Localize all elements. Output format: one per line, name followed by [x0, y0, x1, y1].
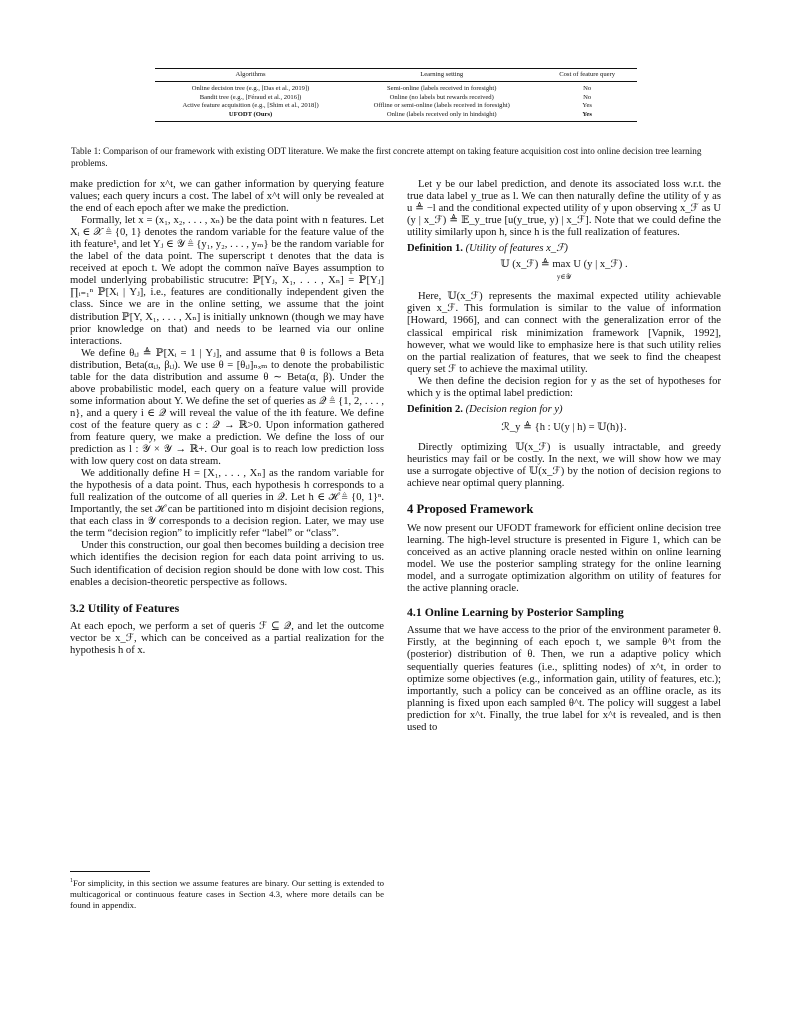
table-header-row: [155, 69, 637, 82]
right-column: [407, 179, 721, 734]
definition-2: [407, 404, 721, 416]
table-header-cell: Learning setting: [420, 71, 464, 78]
footnote-text: For simplicity, in this section we assume features are binary. Our setting is extended to multicagorical or continuous feature cases in Section 4.3, where more details can be found in appendix.: [70, 877, 384, 910]
paragraph: Directly optimizing 𝕌(x_ℱ) is usually intractable, and greedy heuristics may fail or be costly. In the next, we will show how we may use a surrogate objective of 𝕌(x_ℱ) by the notion of decision regions to achieve near optimal query planning.: [407, 441, 721, 490]
definition-title: (Utility of features x_ℱ): [465, 243, 568, 255]
definition-1: [407, 243, 721, 255]
table-cell: Yes: [582, 102, 592, 110]
left-column: [70, 179, 384, 657]
footnote: [70, 876, 384, 911]
equation-2: ℛ_y ≜ {h : U(y | h) = 𝕌(h)}.: [501, 421, 627, 433]
table-row: [155, 111, 637, 122]
section-heading-3-2: 3.2 Utility of Features: [70, 600, 180, 615]
table-cell: Online (no labels but rewards received): [389, 93, 494, 101]
section-heading-4-1: 4.1 Online Learning by Posterior Sampling: [407, 605, 624, 620]
paragraph: make prediction for x^t, we can gather information by querying feature values; each query incurs a cost. The label of x^t will only be revealed at the end of each epoch after we make the prediction.: [70, 179, 384, 215]
table-cell: Active feature acquisition (e.g., [Shim et al., 2018]): [182, 102, 319, 110]
definition-label: Definition 2.: [407, 403, 463, 415]
table-cell: Offline or semi-online (labels received in foresight): [373, 102, 510, 110]
paragraph: We additionally define H = [X₁, . . . , Xₙ] as the random variable for the hypothesis of a data point. Thus, each hypothesis h corresponds to a full realization of the outcome of all queries in 𝒬. Let h ∈ ℋ ≜ {0, 1}ⁿ. Importantly, the set ℋ can be partitioned into m disjoint decision regions, that each class in 𝒴 corresponds to a decision region. Later, we may use the term “decision region” to implicitly refer “label” or “class”.: [70, 468, 384, 540]
paragraph: Let y be our label prediction, and denote its associated loss w.r.t. the true data label y_true as l. We can then naturally define the utility of y as u ≜ −l and the conditional expected utility of y upon observing x_ℱ as U (y | x_ℱ) ≜ 𝔼_y_true [u(y_true, y) | x_ℱ]. Note that we could define the utility similarly upon h, since h is the full realization of features.: [407, 179, 721, 239]
table-cell: Bandit tree (e.g., [Féraud et al., 2016]): [199, 93, 302, 101]
paragraph: Formally, let x = (x₁, x₂, . . . , xₙ) be the data point with n features. Let Xᵢ ∈ 𝒳 ≜ {0, 1} denotes the random variable for the feature value of the ith feature¹, and let Yⱼ ∈ 𝒴 ≜ {y₁, y₂, . . . , yₘ} be the random variable for the label of the data point. The superscript t denotes that the data is received at epoch t. We adopt the common naïve Bayes assumption to model underlying probabilistic strucutre: ℙ[Yⱼ, X₁, . . . , Xₙ] = ℙ[Yⱼ] ∏ᵢ₌₁ⁿ ℙ[Xᵢ | Yⱼ], i.e., features are conditionally independent given the class. Since we are in the online setting, we assume that the joint distribution ℙ[Y, X₁, . . . , Xₙ] is initially unknown (though we may have prior knowledge on that) and needs to be learned via our online interactions.: [70, 215, 384, 347]
footnote-mark: 1: [70, 878, 73, 884]
table-cell: Semi-online (labels received in foresight): [386, 85, 497, 93]
table-cell: No: [583, 93, 592, 101]
paragraph: Assume that we have access to the prior of the environment parameter θ. Firstly, at the beginning of each epoch t, we sample θ^t from the (posterior) distribution of θ. Then, we run a adaptive policy which sequentially queries features (i.e., splitting nodes) of x^t, in order to optimize some objectives (e.g., information gain, utility of features, etc.); importantly, such a policy can be conceived as an offline oracle, as its planning is fixed upon each sampled θ^t. The policy will suggest a label prediction for x^t. Finally, the true label for x^t is revealed, and is then used to: [407, 625, 721, 733]
paragraph: We define θᵢⱼ ≜ ℙ[Xᵢ = 1 | Yⱼ], and assume that θ is follows a Beta distribution, Beta(αᵢⱼ, βᵢⱼ). We use θ = [θᵢⱼ]ₙₓₘ to denote the probabilistic table for the data distribution and assume θ ∼ Beta(α, β). Under the above probabilistic model, each query on a feature value will provide some information about Y. We define the set of queries as 𝒬 ≜ {1, 2, . . . , n}, and a query i ∈ 𝒬 will reveal the value of the ith feature. We define cost of the feature query as c : 𝒬 → ℝ>0. Upon information gathered from feature query, we make a prediction. We define the loss of our prediction as l : 𝒴 × 𝒴 → ℝ+. Our goal is to reach low prediction loss with low query cost on data stream.: [70, 347, 384, 468]
table-row: [155, 82, 637, 94]
table-cell: Online (labels received only in hindsight): [386, 110, 497, 118]
equation-1: 𝕌 (x_ℱ) ≜ max U (y | x_ℱ) .: [500, 259, 628, 271]
table-cell: Online decision tree (e.g., [Das et al., 2019]): [191, 85, 310, 93]
definition-label: Definition 1.: [407, 243, 463, 255]
table-row: [155, 102, 637, 110]
table-cell: No: [583, 85, 592, 93]
paragraph: Here, 𝕌(x_ℱ) represents the maximal expected utility achievable given x_ℱ. This formulation is similar to the value of information [Howard, 1966], and can connect with the generalization error of the classical empirical risk minimization framework [Vapnik, 1992], however, what we would like to emphasize here is that such utility relies on the partial realization of features, that we seek to find the cheapest query set ℱ to achieve the maximal utility.: [407, 291, 721, 375]
paragraph: At each epoch, we perform a set of queris ℱ ⊆ 𝒬, and let the outcome vector be x_ℱ, which can be conceived as a partial realization for the hypothesis h of x.: [70, 620, 384, 656]
definition-title: (Decision region for y): [465, 403, 563, 415]
table-row: [155, 94, 637, 102]
paragraph: Under this construction, our goal then becomes building a decision tree which identifies the decision region for each data point arriving to us. Such identification of decision region should be done with low cost. This enables a decision-theoretic perspective as follows.: [70, 540, 384, 588]
table-cell: UFODT (Ours): [228, 110, 273, 118]
comparison-table: [155, 68, 637, 122]
section-heading-4: 4 Proposed Framework: [407, 502, 534, 517]
table-caption: Table 1: Comparison of our framework with existing ODT literature. We make the first concrete attempt on taking feature acquisition cost into online decision tree learning problems.: [71, 146, 702, 168]
paragraph: We now present our UFODT framework for efficient online decision tree learning. The high-level structure is presented in Figure 1, which can be conceived as an active planning oracle nested within on online learning model. We use the posterior sampling strategy for the online learning model, and a surrogate optimization algorithm on utility of features for the active planning oracle.: [407, 523, 721, 595]
equation-1-subscript: y∈𝒴: [556, 273, 572, 282]
table-cell: Yes: [582, 110, 592, 118]
paragraph: We then define the decision region for y as the set of hypotheses for which y is the optimal label prediction:: [407, 375, 721, 399]
table-header-cell: Cost of feature query: [559, 71, 616, 78]
table-header-cell: Algorithms: [235, 71, 266, 78]
footnote-rule: [70, 871, 150, 872]
